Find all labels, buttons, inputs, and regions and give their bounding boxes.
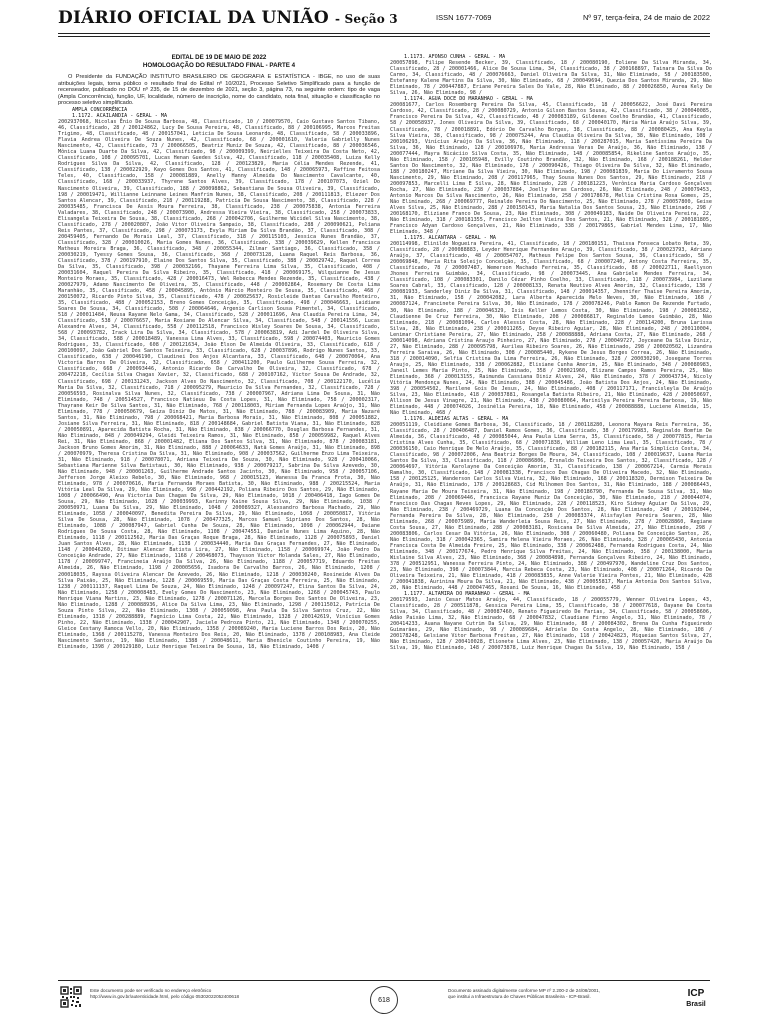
issn: ISSN 1677-7069 (436, 13, 492, 22)
section-label: - Seção 3 (334, 12, 398, 26)
candidate-list: 200179593, Janio Cesar Matos Araújo, 44, Classificado, 18 / 200055779, Wenner Oliveira Lopes, 43, Classificado, 28 / 200511878, Gessica Pereira Lima, 35, Classificado, 38 / 200077618, Dayane Da Costa Silva, 34, Classificado, 48 / 200087460, Renato Figueiredo De Farias, 34, Classificado, 58 / 200058606, Adão Paixão Lima, 32, Não Eliminado, 68 / 200047832, Claudiane Firmo Angelo, 31, Não Eliminado, 78 / 200414233, Auana Nayane Cutrim Da Silva, 29, Não Eliminado, 88 / 200084302, Brena Da Cunha Figueiredo Guimarães, 29, Não Eliminado, 98 / 200089684, Adriele Do Costa Angelo, 28, Não Eliminado, 108 / 200178248, Gelsiane Vitor Barbosa Freitas, 27, Não Eliminado, 118 / 200424823, Miqueias Santos Silva, 27, Não Eliminado, 128 / 200410028, Elionete Lima Alves, 23, Não Eliminado, 138 / 200057420, Maria Araújo Da Silva, 19, Não Eliminado, 148 / 200073878, Luiz Henrique Chagas Da Silva, 19, Não Eliminado, 158 / (390, 597, 712, 652)
qr-code-icon (60, 986, 82, 1008)
verification-note: Este documento pode ser verificado no endereço eletrônico http://www.in.gov.br/autenticidade.html, pelo código 05302022052400618 (90, 988, 240, 999)
footer-rule (58, 980, 710, 981)
right-column (390, 54, 712, 959)
locality-heading: 1.1176. ALDEIAS ALTAS - GERAL - MA (404, 416, 509, 423)
locality-heading: 1.1174. AGUA DOCE DO MARANHAO - GERAL - MA (404, 96, 533, 103)
edital-subtitle: HOMOLOGAÇÃO DO RESULTADO FINAL - PARTE 4 (142, 62, 296, 69)
locality-heading: 1.1173. AFONSO CUNHA - GERAL - MA (404, 54, 506, 60)
page-number: 618 (370, 986, 398, 1014)
candidate-list: 200057898, Filipe Resende Becker, 39, Classificado, 18 / 200080190, Eoliene Da Silva Miranda, 34, Classificado, 28 / 200001466, Alice De Sousa Lima, 34, Classificado, 38 / 200168897, Tainara Da Silva Do Carmo, 34, Classificado, 48 / 200076663, Daniel Oliveira Da Silva, 31, Não Eliminado, 58 / 200183500, Estefanny Kalene Martins Da Silva, 30, Não Eliminado, 68 / 200049694, Quezia Dos Santos Miranda, 29, Não Eliminado, 78 / 200447887, Eriane Pereira Sales Do Vale, 28, Não Eliminado, 88 / 200026850, Aurea Kely De Silva, 26, Não Eliminado, 98 / (390, 60, 712, 97)
group-heading: AMPLA CONCORRÊNCIA (72, 106, 128, 113)
icp-brasil-logo-icon (682, 984, 710, 1012)
svg-text:Brasil: Brasil (686, 1001, 706, 1008)
candidate-list: 2002937068, Nicolas Ênio De Sousa Barbosa, 48, Classificado, 10 / 200079570, Caio Gustavo Santos Tibano, 46, Classificado, 28 / 200124862, Lucy De Sousa Pereira, 48, Classificado, 88 / 200106995, Marcos Freitas Trigimo, 48, Classificado, 48 / 200157041, Leticia De Sousa Leonardo, 48, Classificado, 58 / 200033896, Flavia Andrea Oliveira De Souza Nunes, 42, Classificado, 68 / 200001610, Valeria Gabrielly Nunes Nascimento, 42, Classificado, 73 / 200066505, Beatriz Muniz De Souza, 42, Classificado, 88 / 200036546, Mônica Luana Duarte Da Silva, 42, Classificado, 98 / 200009399, Neirielles Teixeira Da Costa Neto, 42, Classificado, 108 / 200095701, Lucas Henan Guedes Silva, 42, Classificado, 118 / 200035408, Luiza Kelly Rodrigues Silva Da Silva, 42, Classificado, 128 / 200123829, Maria Célia Mendes Rezende, 41, Classificado, 138 / 200022929, Kayo Gomes Dos Santos, 41, Classificado, 148 / 200065973, Raffine Feitosa Teles, 40, Classificado, 158 / 200081889, Anelly Hanny Almeida Do Nascimento Cavalcante, 40, Classificado, 168 / 200033937, Thyrene Santos Alves, 39, Classificado, 178 / 200107073, Oziel Do Nascimento Oliveira, 39, Classificado, 188 / 200098862, Sebastiana De Sousa Oliveira, 39, Classificado, 198 / 200019471, Willianne Leinnane Leines Manfrim Nunes, 38, Classificado, 208 / 200111813, Eliezer Dos Santos Alencar, 39, Classificado, 218 / 200119288, Patricia De Sousa Nascimento, 38, Classificado, 228 / 200035485, Francisca De Assis Moura Ferreira, 38, Classificado, 238 / 200075838, Antonia Ferreira Valadares, 38, Classificado, 248 / 200073900, Andressa Vieira Vieira, 38, Classificado, 258 / 200073833, Elisangela Teixeira De Sousa, 38, Classificado, 268 / 200042706, Guilherme Wicidel Silva Nascimento, 38, Classificado, 278 / 200020807, João Vitor Oliveira Sampaio, 38, Classificado, 288 / 200090621, Poliana Reis Pantes, 37, Classificado, 298 / 200073173, Evyla Miriam Da Silva Brandão, 37, Classificado, 308 / 200459405, Fernando De Morais Leal, 37, Classificado, 318 / 200115103, Jessica Nunes Brandão, 37, Classificado, 328 / 200010026, Maria Gomes Nunes, 36, Classificado, 338 / 200039629, Kellen Francisca Matheus Moreira Braga, 36, Classificado, 348 / 200055344, Zilmar Santiago, 36, Classificado, 358 / 200030219, Tyessy Gomes Sousa, 36, Classificado, 368 / 200073128, Luana Raquel Reis Barbosa, 36, Classificado, 378 / 200197910, Elaine Dos Santos Silva, 35, Classificado, 388 / 200029742, Raquel Correa Da Silva, 35, Classificado, 398 / 200032166, Thayane Ferreira Lima Silva, 35, Classificado, 408 / 200031604, Raquel Pereira Da Silva Ribeiro, 35, Classificado, 418 / 200069175, Wilquianne De Jesus Monteiro Moraes, 35, Classificado, 428 / 200016473, Wel Rebecca Mendes Rezende, 35, Classificado, 438 / 200027979, Adamo Nascimento De Oliveira, 35, Classificado, 448 / 200002864, Rosemary De Costa Lima Maranhão, 35, Classificado, 458 / 200045895, Antônio Márcio Monteiro De Sousa, 35, Classificado, 468 / 200150072, Ricardo Pinto Silva, 35, Classificado, 478 / 200025637, Rosicleide Dantas Carvalho Monteiro, 35, Classificado, 488 / 200052153, Breno Gomes Conceição, 35, Classificado, 498 / 200046663, Laidiane Soares De Sousa, 34, Classificado, 508 / 200064646, Argenio Carlison Sousa Pimentel, 34, Classificado, 518 / 200011484, Neusa Rayane Nelo Gama, 34, Classificado, 528 / 200011696, Ana Claudia Pereira Lima, 34, Classificado, 538 / 200076657, Maria Rosiane Do Alencar Silva, 34, Classificado, 548 / 200141556, Lucas Alexandre Alves, 34, Classificado, 558 / 200112518, Francisco Wisley Soares De Sousa, 34, Classificado, 568 / 200093782, Irack Lira Da Silva, 34, Classificado, 578 / 200063819, Adi Jardel De Oliveira Silva, 34, Classificado, 588 / 200018489, Vanessa Lima Alves, 33, Classificado, 598 / 200074403, Mauricio Gomes Rodrigues, 33, Classificado, 608 / 200121634, João Elson De Almeida Oliveira, 33, Classificado, 618 / 200100097, João Gabriel Dos Santos Teixeira, 33, Classificado, 628 / 200037896, Rodrigo Nunes Santos, 33, Classificado, 638 / 200046190, Claudinei Dos Anjos Alcantara, 33, Classificado, 648 / 200070064, Ana Victoria Barros De Oliveira, 32, Classificado, 658 / 200411200, Paulo Guilherme Sousa Ferreira, 32, Classificado, 668 / 200093446, Antonio Ricardo De Carvalho De Oliveira, 32, Classificado, 678 / 200472218, Cecília Silva Chagas Xavier, 32, Classificado, 688 / 200107162, Victor Sousa De Andrade, 32, Classificado, 698 / 200131243, Jackson Alves Do Nascimento, 32, Classificado, 708 / 200122170, Lucélia Maria Da Silva, 32, Classificado, 718 / 200095279, Mauricio Da Silva Fernandes, 32, Classificado, 728 / 200056593, Rosinalva Silva Nunes, 32, Classificado, 738 / 200007967, Adriana Lima De Sousa, 31, Não Eliminado, 748 / 200514527, Francisco Natieuu Da Costa Lopes, 31, Não Eliminado, 758 / 200002317, Thayrane Keir De Silva Santos, 31, Não Eliminado, 768 / 200118003, Miriam Fernanda Lopes Araújo, 31, Não Eliminado, 778 / 200050679, Geiza Diniz De Matos, 31, Não Eliminado, 788 / 200083909, Maria Nazaré Santos, 31, Não Eliminado, 798 / 200068421, Maria Barbosa Morais, 31, Não Eliminado, 808 / 200051882, Josiane Silva Ferreira, 31, Não Eliminado, 818 / 200148684, Gabriel Batista Viana, 31, Não Eliminado, 828 / 200050891, Aparecida Batista Rocha, 31, Não Eliminado, 838 / 200066770, Douglas Barbosa Fernandes, 31, Não Eliminado, 848 / 200049294, Gleidi Teixeira Ramos, 31, Não Eliminado, 858 / 200059982, Raquel Alves Rei, 31, Não Eliminado, 868 / 200001482, Eliana Dos Santos Silva, 31, Não Eliminado, 878 / 200083181, Jackson Bruno Gomes Amorim, 31, Não Eliminado, 888 / 200064633, Natã Gomes Araújo, 31, Não Eliminado, 898 / 200070979, Theresa Cristina Da Silva, 31, Não Eliminado, 908 / 200037562, Guilherme Enzo Lima Teixeira, 31, Não Eliminado, 918 / 200078071, Adriana Teixeira De Souza, 30, Não Eliminado, 928 / 200410066, Sebastiana Marienne Silva Batistaui, 30, Não Eliminado, 938 / 200079217, Sabrina Da Silva Azevedo, 30, Não Eliminado, 948 / 200001263, Guilherme Andrade Santos Jacinto, 30, Não Eliminado, 958 / 200057106, Jefferson Jorge Aleixo Rebelo, 30, Não Eliminado, 968 / 200015123, Wanessa Da Franca Frota, 30, Não Eliminado, 978 / 200070616, Maria Fernanda Moraes Batista, 30, Não Eliminado, 988 / 200215524, Maria Vitória Leal Da Silva, 29, Não Eliminado, 998 / 200442192, Poliana Ribeiro Dos Santos, 29, Não Eliminado, 1008 / 200066490, Ana Victoria Das Chagas Da Silva, 29, Não Eliminado, 1018 / 200406418, Iago Gomes De Sousa, 29, Não Eliminado, 1028 / 200039993, Karinny Kaine Sousa Silva, 29, Não Eliminado, 1038 / 200050971, Luana Da Silva, 29, Não Eliminado, 1048 / 200089327, Alexsandro Barbosa Machado, 29, Não Eliminado, 1058 / 200040097, Benedita Pereira Da Silva, 29, Não Eliminado, 1068 / 200050817, Vitória Silva De Sousa, 28, Não Eliminado, 1078 / 200477325, Marcos Samuel Sipriano Dos Santos, 28, Não Eliminado, 1088 / 200087947, Gabriel Cunha De Souza, 28, Não Eliminado, 1098 / 200062944, Daiane Rodrigues De Sousa Costa, 28, Não Eliminado, 1108 / 200474551, Daniele Nunes Lima Aquino, 28, Não Eliminado, 1118 / 200112562, Maria Das Graças Roque Braga, 28, Não Eliminado, 1128 / 200075893, Daniel Juan Santos Alves, 28, Não Eliminado, 1138 / 200034440, Maria Das Graças Fernandes, 27, Não Eliminado, 1148 / 200046260, Ditimar Alencar Batista Lira, 27, Não Eliminado, 1158 / 200069974, João Pedro Da Conceição Andrade, 27, Não Eliminado, 1168 / 200468073, Thaysson Victor Holanda Sales, 27, Não Eliminado, 1178 / 200099747, Francineia Araújo Da Silva, 26, Não Eliminado, 1188 / 200057719, Eduardo Freitas Almeida, 26, Não Eliminado, 1198 / 200005656, Isadora De Carvalho Barros, 26, Não Eliminado, 1208 / 200018035, Rayssa Oliveira Alencar De Azevedo, 26, Não Eliminado, 1218 / 200030240, Rosineide Alves Da Silva Paixão, 25, Não Eliminado, 1228 / 200069559, Maria Das Graças Costa Ferreira, 25, Não Eliminado, 1238 / 200111137, Raquel Lima De Souza, 24, Não Eliminado, 1248 / 200097247, Elina Santos Da Silva, 24, Não Eliminado, 1258 / 200008483, Evely Gomes Do Nascimento, 23, Não Eliminado, 1268 / 200045743, Paulo Henrique Viana Martins, 23, Não Eliminado, 1278 / 200071126, Marcela Borges Dos Santos De Oliveira, 23, Não Eliminado, 1288 / 200088936, Alice Da Silva Lima, 23, Não Eliminado, 1298 / 200115012, Patrícia De Souza Pinto Silva, 22, Não Eliminado, 1308 / 200059098, Ana Paula Da Silva Santos Cruz, 22, Não Eliminado, 1318 / 200288889, Fagnício Lima Costa, 22, Não Eliminado, 1328 / 200142619, Vinícius Gomes Pinho, 22, Não Eliminado, 1338 / 200042907, Jaciele Pedroza Pinto, 21, Não Eliminado, 1348 / 200070255, Gleice Cestany Ramoca Vello, 20, Não Eliminado, 1358 / 200089240, Maria Luciene Barros Dos Reis, 20, Não Eliminado, 1368 / 200115278, Vanessa Monteiro Dos Reis, 20, Não Eliminado, 1378 / 200108983, Ana Cleide Nascimento Santos, 19, Não Eliminado, 1388 / 200048611, Maria Bhenicle Coutinho Pereira, 19, Não Eliminado, 1398 / 200129180, Luiz Henrique Teixeira De Sousa, 18, Não Eliminado, 1408 / (58, 119, 380, 650)
locality-heading: 1.1175. ALCANTARA - GERAL - MA (404, 235, 497, 242)
edital-intro: O Presidente da FUNDAÇÃO INSTITUTO BRASILEIRO DE GEOGRAFIA E ESTATÍSTICA - IBGE, no uso de suas atribuições legais, torna público o resultado final do Edital nº 10/2021, Processo Seletivo Simplificado para a função de recenseador, publicado no DOU nº 235, de 15 de dezembro de 2021, seção 3, página 73, na seguinte ordem: tipo de vaga (Ampla Concorrência), função, UF, localidade, número de inscrição, nome do candidato, nota final, situação e classificação no processo seletivo simplificado. (58, 74, 380, 107)
masthead (58, 8, 398, 28)
page-header (58, 8, 710, 30)
locality-heading: 1.1177. ALTAMIRA DO MARANHAO - GERAL - MA (404, 591, 530, 598)
edition-date: Nº 97, terça-feira, 24 de maio de 2022 (583, 13, 710, 22)
left-column (58, 54, 380, 959)
candidate-list: 200081677, Carlos Rosemberg Pereira Da Silva, 45, Classificado, 18 / 200056622, José Davi Pereira Cardoso, 42, Classificado, 28 / 200080729, Antonio Gilson Bastos Sousa, 42, Classificado, 38 / 200040085, Francisco Pereira Da Silva, 42, Classificado, 48 / 200083189, Gildenes Coelho Brandão, 41, Classificado, 58 / 200058937, Jones Oliveira Da Silva, 39, Classificado, 68 / 200040170, Mária Mária Araújo Silva, 39, Classificado, 78 / 200018891, Edório De Carvalho Borges, 38, Classificado, 88 / 200080425, Ana Keyla Silva Vieira, 38, Classificado, 98 / 200075244, Ana Claudia Oliveira Da Silva, 38, Não Eliminado, 108 / 200106293, Vinícius Araújo Da Silva, 36, Não Eliminado, 118 / 200287015, Maria Santíssima Pereira Da Silva, 36, Não Eliminado, 128 / 200106976, Maria Andressa Veras De Araújo, 36, Não Eliminado, 138 / 200077444, Mayra Nicáciio Silva Costa, 35, Não Eliminado, 148 / 200085854, Rikeline Santos Araújo, 35, Não Eliminado, 158 / 200105948, Evilly Coutinho Brandão, 32, Não Eliminado, 168 / 200188261, Helder Santos Do Nascimento, 32, Não Eliminado, 178 / 200090426, Thiago Oliveira Da Silva, 32, Não Eliminado, 188 / 200180247, Miriane Da Silva Vieira, 30, Não Eliminado, 198 / 200081839, Maria Do Livramento Sousa Nascimento, 29, Não Eliminado, 208 / 200117965, Thay Sousa Nunes Dos Santos, 29, Não Eliminado, 218 / 200097853, Marcelli Lima E Silva, 28, Não Eliminado, 228 / 200181223, Verônica Maria Cardoso Gonçalves Rocha, 27, Não Eliminado, 238 / 200037884, Joelly Veras Cardoso, 26, Não Eliminado, 248 / 200079453, Antonio Marcos Da Silva Nascimento, 26, Não Eliminado, 258 / 200178678, Mellia Cristina Rosa Gomes, 25, Não Eliminado, 268 / 200069777, Reinaldo Pereira Do Nascimento, 25, Não Eliminado, 278 / 200057800, Geise Alves Silva, 25, Não Eliminado, 288 / 200150143, Maria Natalia Dos Santos Sousa, 23, Não Eliminado, 298 / 200168170, Eliziane Franco De Sousa, 23, Não Eliminado, 308 / 200049183, Naide De Oliveira Pereira, 22, Não Eliminado, 318 / 200181355, Francisco Jeilton Vieira Dos Santos, 21, Não Eliminado, 328 / 200181805, Francisco Adyan Cardoso Gonçalves, 21, Não Eliminado, 338 / 200179865, Gabriel Mendes Lima, 17, Não Eliminado, 348 / (390, 102, 712, 236)
svg-text:ICP: ICP (687, 988, 705, 999)
edital-title: EDITAL DE 19 DE MAIO DE 2022 (171, 54, 267, 61)
candidate-list: 200114998, Elinildo Nogueira Pereira, 41, Classificado, 18 / 200180151, Thaissa Fonseca Lobato Neta, 39, Classificado, 28 / 200088883, Leyder Henrique Fernandes Araujo, 39, Classificado, 38 / 200023793, Adriano Araújo, 37, Classificado, 48 / 200054707, Matheus Felipe Dos Santos Sousa, 36, Classificado, 58 / 200069848, Maria Rita Soleijo Conceição, 35, Classificado, 68 / 200007240, Antony Costa Ferreira, 35, Classificado, 78 / 200007487, Wemerson Machado Ferreira, 35, Classificado, 88 / 200022711, Raellyson Jhones Ferreira Guimbão, 34, Classificado, 98 / 200073445, Ana Gabriele Mendes Ferreira, 34, Classificado, 108 / 200083301, Danilo Cézar Pinho Coelho, 33, Classificado, 118 / 200073984, Luzilane Soares Cabral, 33, Classificado, 128 / 200008133, Renata Neutivo Alves Amorim, 32, Classificado, 138 / 200081933, Sanderley Diniz Da Silva, 31, Classificado, 148 / 200014357, Jhennifer Thaise Pereira Amorim, 31, Não Eliminado, 158 / 200042082, Lara Alberta Aparecida Melo Neves, 30, Não Eliminado, 168 / 200087124, Francinete Pereira Silva, 30, Não Eliminado, 178 / 200078246, Pablo Ramon De Rezende Furtado, 30, Não Eliminado, 188 / 200046329, Isis Keller Lemos Costa, 30, Não Eliminado, 198 / 200081582, Claudienne De Cruz Ferreira, 30, Não Eliminado, 208 / 200086817, Reginaldo Lemos Guimbão, 28, Não Eliminado, 218 / 200081094, Carlos Alessio Costa, 28, Não Eliminado, 228 / 200114200, Bruna Larissa Silva, 28, Não Eliminado, 238 / 200011265, Deyse Ribeiro Aguiar, 28, Não Eliminado, 248 / 200110004, Lenimar Christiane Pereira, 27, Não Eliminado, 258 / 200088888, Adriana Costa, 27, Não Eliminado, 268 / 200014098, Adriana Cristina Araujo Pinheiro, 27, Não Eliminado, 278 / 200049727, Joyceane Da Silva Diniz, 27, Não Eliminado, 288 / 200095798, Aurilea Ribeiro Soares, 26, Não Eliminado, 298 / 200020502, Lizandra Ferreira Saraiva, 26, Não Eliminado, 308 / 200085440, Rykene De Jesus Borges Correa, 26, Não Eliminado, 318 / 200014090, Selfia Cristina Da Lima Ferreira, 26, Não Eliminado, 328 / 200030290, Josegane Torres Araujo, 25, Não Eliminado, 338 / 200062882, Elisiane Cunha Amorim, 25, Não Eliminado, 348 / 200080983, Janeil Lemes Maria Pinto, 25, Não Eliminado, 358 / 200021960, Elizane Campos Ramos Pereira, 25, Não Eliminado, 368 / 200013155, Raimunda Cassiana Diniz Alves, 24, Não Eliminado, 378 / 200043734, Nicoly Vitória Mendonça Nunes, 24, Não Eliminado, 388 / 200045486, João Batista Dos Anjos, 24, Não Eliminado, 398 / 200054502, Marilene Gois De Jesus, 24, Não Eliminado, 408 / 200117171, Francisleyla De Araújo Silva, 23, Não Eliminado, 418 / 200037881, Rosangela Batista Ribeiro, 21, Não Eliminado, 428 / 200050697, Allison De Jesus Vinagre, 21, Não Eliminado, 438 / 200080064, Marinilya Pereira Pereira Barbosa, 19, Não Eliminado, 448 / 200074026, Josinélia Pereira, 18, Não Eliminado, 458 / 200088888, Luciene Almeida, 15, Não Eliminado, 468 / (390, 241, 712, 417)
header-rule-2 (58, 36, 710, 37)
page-footer (58, 980, 710, 1016)
header-rule (58, 33, 710, 34)
candidate-list: 200051119, Cleidiane Gomes Barbosa, 36, Classificado, 18 / 200118280, Leonora Mayara Reis Ferreira, 36, Classificado, 28 / 200406487, Daniel Ramos Gomes, 36, Classificado, 38 / 200179983, Reginaldo Bomfim De Almeida, 36, Classificado, 48 / 200085044, Ana Paula Lima Serra, 35, Classificado, 58 / 200077815, Maria Cristina Alves Cunha, 35, Classificado, 68 / 200071838, William Leno Lima Leal, 35, Classificado, 78 / 200036150, Caio Henrique De Melo Araújo, 35, Classificado, 88 / 200182115, Ana Maria Simplício Costa, 34, Classificado, 98 / 200072006, Ana Beatriz Borges De Moura, 34, Classificado, 108 / 200019637, Luana Maria Santos Da Silva, 33, Classificado, 118 / 200086806, Ersnaldo Teixeira Dos Santos, 32, Classificado, 128 / 200064697, Vitória Karolayne Da Conceição Amorim, 31, Classificado, 138 / 200067214, Carmia Morais Ramalho, 30, Classificado, 148 / 200081338, Francisco Das Chagas De Oliveira Macedo, 32, Não Eliminado, 158 / 200125125, Wanderson Carlos Silva Vieira, 32, Não Eliminado, 168 / 200118320, Dermison Teixeira De Araújo, 31, Não Eliminado, 178 / 200128683, Cid Milhomen Dos Santos, 31, Não Eliminado, 188 / 200086443, Rayane Maria De Moura Teixeira, 31, Não Eliminado, 198 / 200186790, Fernanda De Sousa Silva, 31, Não Eliminado, 208 / 200069446, Francisca Rayane Muniz Da Conceição, 30, Não Eliminado, 218 / 200044074, Francisco Das Chagas Neves Lopes, 29, Não Eliminado, 228 / 200118523, Kiro Sidney Aguiar Da Silva, 29, Não Eliminado, 238 / 200469729, Luana Da Conceição Dos Santos, 28, Não Eliminado, 248 / 200192044, Fernanda Pereira Da Silva, 28, Não Eliminado, 258 / 200083374, Alisfaylen Pereira Soares, 28, Não Eliminado, 268 / 200075989, Maria Wanderleia Sousa Reis, 27, Não Eliminado, 278 / 200028860, Regiane Costa Sousa, 27, Não Eliminado, 288 / 200083181, Rosicana De Silva Almeida, 27, Não Eliminado, 298 / 200083806, Carlos Cesar Da Vitória, 26, Não Eliminado, 308 / 200060480, Poliana De Conceição Santos, 26, Não Eliminado, 318 / 200042365, Samira Helena Vieira Moraes, 26, Não Eliminado, 328 / 200065430, Antonia Francisca Costa De Almeida Freire, 25, Não Eliminado, 338 / 200062488, Fernanda Rodrigues Costa, 24, Não Eliminado, 348 / 200177674, Pedro Henrique Silva Freitas, 24, Não Eliminado, 358 / 200138000, Maria Wislaine Silva Alves, 23, Não Eliminado, 368 / 200084898, Fernanda Gonçalves Ribeiro, 24, Não Eliminado, 378 / 200512951, Wanessa Ferreira Pinto, 24, Não Eliminado, 388 / 200497970, Wandeline Cruz Dos Santos, 23, Não Eliminado, 398 / 200073844, Marcia Rebeca Costa, 23, Não Eliminado, 408 / 200071264, Ricardo De Oliveira Teixeira, 21, Não Eliminado, 418 / 200083835, Anne Valerie Vieira Pontes, 21, Não Eliminado, 428 / 200041838, Aurinina Moura Da Silva, 21, Não Eliminado, 438 / 200055817, Maria Antonia Dos Santos Silva, 20, Não Eliminado, 448 / 200047465, Rosani De Sousa, 16, Não Eliminado, 458 / (390, 422, 712, 591)
signature-note: Documento assinado digitalmente conforme MP nº 2.200-2 de 24/08/2001, que institui a Infraestrutura de Chaves Públicas Brasileira - ICP-Brasil. (448, 988, 601, 999)
newspaper-title: DIÁRIO OFICIAL DA UNIÃO (58, 8, 329, 28)
locality-heading: 1.1172. ACAILANDIA - GERAL - MA (72, 113, 168, 120)
